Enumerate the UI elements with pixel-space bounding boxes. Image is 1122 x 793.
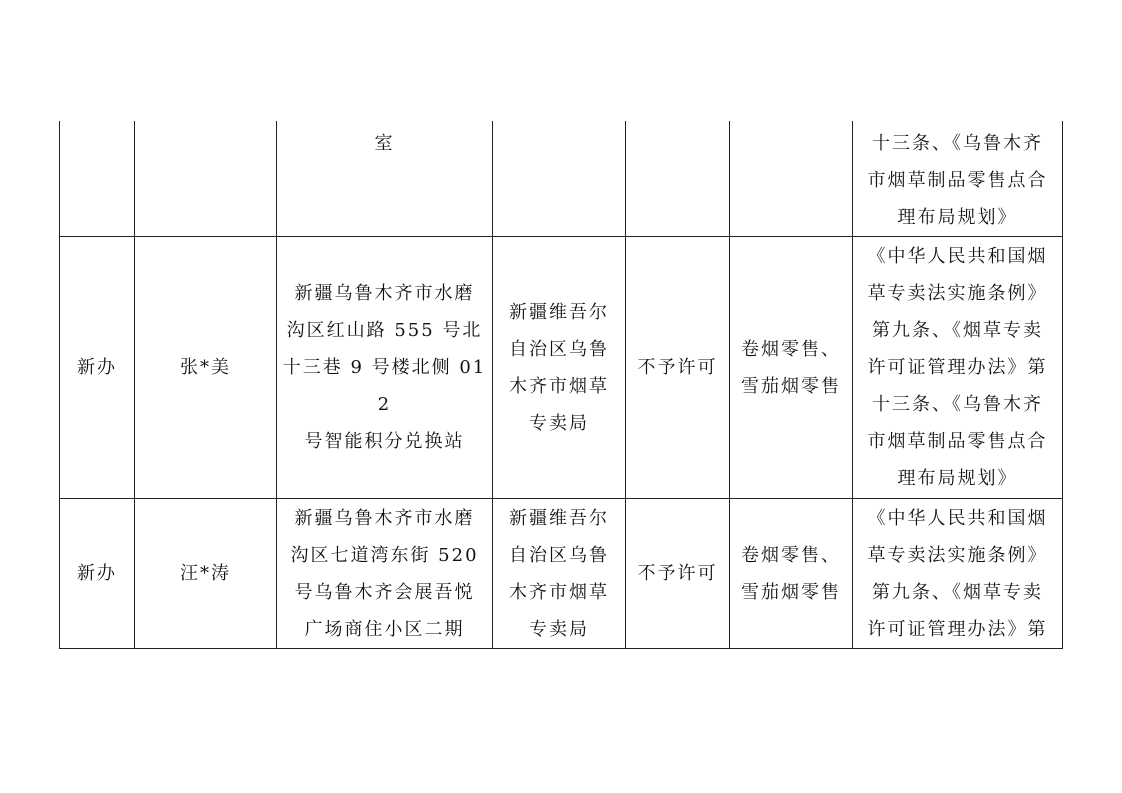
cell-scope: 卷烟零售、 雪茄烟零售 [730,237,853,499]
cell-name: 张*美 [135,237,277,499]
cell-type: 新办 [60,499,135,649]
cell-name [135,121,277,237]
cell-scope: 卷烟零售、 雪茄烟零售 [730,499,853,649]
license-decision-table [59,121,1063,649]
cell-authority: 新疆维吾尔 自治区乌鲁 木齐市烟草 专卖局 [493,499,626,649]
cell-decision [626,121,730,237]
cell-type: 新办 [60,237,135,499]
cell-basis: 《中华人民共和国烟 草专卖法实施条例》 第九条、《烟草专卖 许可证管理办法》第 [853,499,1063,649]
cell-scope [730,121,853,237]
table-row [60,121,1063,237]
cell-address: 室 [277,121,493,237]
cell-basis: 《中华人民共和国烟 草专卖法实施条例》 第九条、《烟草专卖 许可证管理办法》第 十三条、《乌鲁木齐 市烟草制品零售点合 理布局规划》 [853,237,1063,499]
cell-name: 汪*涛 [135,499,277,649]
cell-authority: 新疆维吾尔 自治区乌鲁 木齐市烟草 专卖局 [493,237,626,499]
cell-authority [493,121,626,237]
cell-basis: 十三条、《乌鲁木齐 市烟草制品零售点合 理布局规划》 [853,121,1063,237]
table-row [60,499,1063,649]
cell-address: 新疆乌鲁木齐市水磨 沟区七道湾东街 520 号乌鲁木齐会展吾悦 广场商住小区二期 [277,499,493,649]
cell-decision: 不予许可 [626,237,730,499]
cell-address: 新疆乌鲁木齐市水磨 沟区红山路 555 号北 十三巷 9 号楼北侧 012 号智能积分兑换站 [277,237,493,499]
cell-decision: 不予许可 [626,499,730,649]
cell-type [60,121,135,237]
table-row [60,237,1063,499]
